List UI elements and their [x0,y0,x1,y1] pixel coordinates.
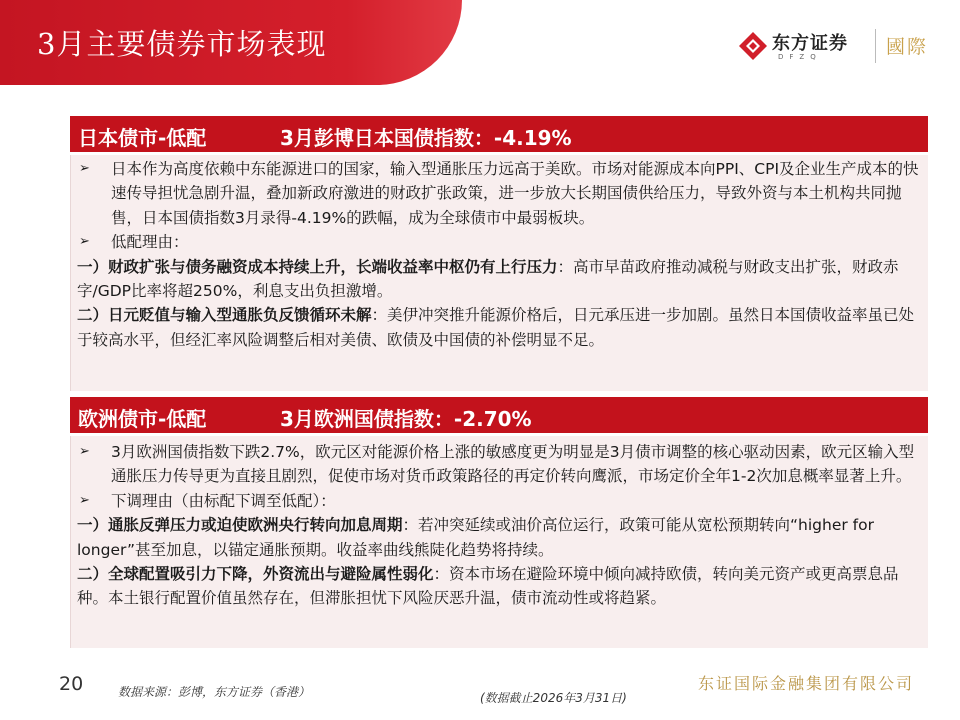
section-name: 日本债市-低配 [78,126,207,150]
reason-heading: 一）通胀反弹压力或迫使欧洲央行转向加息周期 [77,516,403,535]
bullet-item [71,157,928,230]
logo-diamond-icon [738,31,768,61]
bullet-text: 下调理由（由标配下调至低配）： [111,491,336,510]
bullet-arrow-icon: ➢ [79,161,90,176]
bullet-arrow-icon: ➢ [79,234,90,250]
reason-heading: 一）财政扩张与债务融资成本持续上升，长端收益率中枢仍有上行压力 [77,257,558,276]
bullet-text: 低配理由： [111,233,189,252]
section-panel-japan [70,155,928,391]
bullet-item [71,230,928,254]
section-index: 3月欧洲国债指数：-2.70% [280,407,532,431]
reason-item [71,562,928,611]
reason-text: ：美伊冲突推升能源价格后，日元承压进一步加剧。虽然日本国债收益率虽已处于较高水平，但经汇率风险调整后相对美债、欧债及中国债的补偿明显不足。 [77,306,915,349]
logo-divider [875,29,876,63]
bullet-item [71,440,928,489]
bullet-item [71,489,928,513]
section-panel-europe [70,436,928,648]
bullet-text: 日本作为高度依赖中东能源进口的国家，输入型通胀压力远高于美欧。市场对能源成本向PPI、CPI及企业生产成本的快速传导担忧急剧升温，叠加新政府激进的财政扩张政策，进一步放大长期国债供给压力，导致外资与本土机构共同抛售，日本国债指数3月录得-4.19%的跌幅，成为全球债市中最弱板块。 [111,160,919,227]
logo-intl: 國際 [886,36,929,58]
bullet-arrow-icon: ➢ [79,444,90,459]
reason-heading: 二）全球配置吸引力下降，外资流出与避险属性弱化 [77,565,434,584]
section-header-japan [70,116,928,152]
bullet-text: 3月欧洲国债指数下跌2.7%，欧元区对能源价格上涨的敏感度更为明显是3月债市调整的核心驱动因素，欧元区输入型通胀压力传导更为直接且剧烈，促使市场对货币政策路径的再定价转向鹰派，市场定价全年1-2次加息概率显著上升。 [111,443,915,486]
section-index: 3月彭博日本国债指数：-4.19% [280,126,572,150]
reason-item [71,513,928,562]
page-number: 20 [59,673,84,695]
section-header-europe [70,397,928,433]
company-name: 东证国际金融集团有限公司 [698,674,915,693]
reason-item [71,255,928,304]
page-title: 3月主要债券市场表现 [37,27,327,61]
logo-sub: DFZQ [778,53,822,61]
reason-text: ：若冲突延续或油价高位运行，政策可能从宽松预期转向“higher for longer”甚至加息，以锚定通胀预期。收益率曲线熊陡化趋势将持续。 [77,516,874,559]
bullet-arrow-icon: ➢ [79,492,90,508]
section-name: 欧洲债市-低配 [78,407,207,431]
company-logo [738,27,938,67]
data-cutoff-note: (数据截止2026年3月31日) [480,691,627,705]
reason-text: ：高市早苗政府推动减税与财政支出扩张，财政赤字/GDP比率将超250%，利息支出负担激增。 [77,257,899,301]
logo-name: 东方证券 [772,33,848,54]
reason-item [71,303,928,352]
reason-heading: 二）日元贬值与输入型通胀负反馈循环未解 [77,306,372,325]
reason-text: ：资本市场在避险环境中倾向减持欧债，转向美元资产或更高票息品种。本土银行配置价值虽然存在，但滞胀担忧下风险厌恶升温，债市流动性或将趋紧。 [77,565,899,608]
data-source-note: 数据来源：彭博，东方证券（香港） [118,685,311,699]
